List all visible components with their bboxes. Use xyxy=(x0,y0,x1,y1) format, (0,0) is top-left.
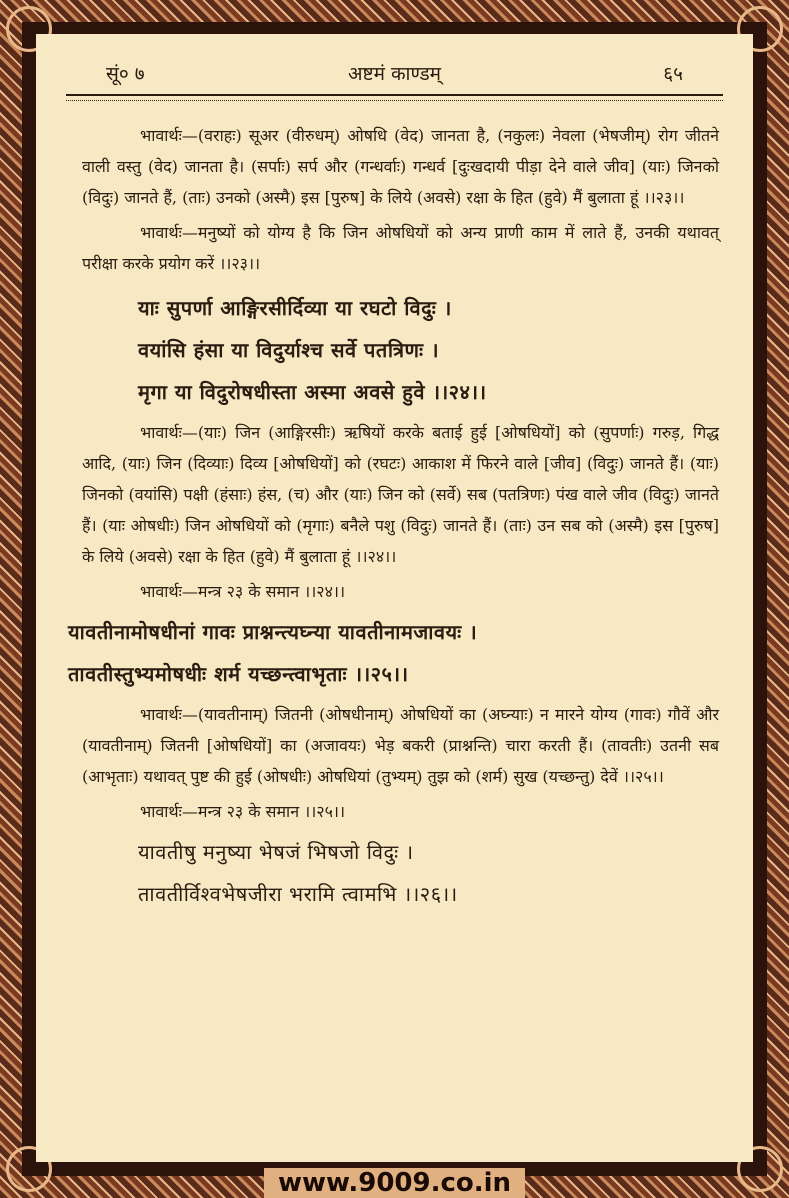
verse-line: मृगा या विदुरोषधीस्ता अस्मा अवसे हुवे ।।२४।। xyxy=(138,380,487,404)
kanda-title: अष्टमं काण्डम् xyxy=(347,63,442,85)
bhavartha-paragraph: भावार्थः—(यावतीनाम्) जितनी (ओषधीनाम्) ओषधियों का (अघ्न्याः) न मारने योग्य (गावः) गौवें और (यावतीनाम्) जितनी [ओषधियों] का (अजावयः) भेड़ बकरी (प्राश्नन्ति) चारा करती हैं। (तावतीः) उतनी सब (आभृताः) यथावत् पुष्ट की हुई (ओषधीः) ओषधियां (तुभ्यम्) तुझ को (शर्म) सुख (यच्छन्तु) देवें ।।२५।। xyxy=(82,705,719,786)
bhavartha-paragraph: भावार्थः—मन्त्र २३ के समान ।।२४।। xyxy=(140,582,346,601)
verse-line: वयांसि हंसा या विदुर्याश्च सर्वे पतत्रिणः । xyxy=(138,338,440,362)
verse-block xyxy=(82,287,719,413)
verse-block xyxy=(82,831,719,915)
page-content xyxy=(68,116,719,915)
footer-watermark xyxy=(0,1168,789,1198)
page-number: ६५ xyxy=(663,63,683,85)
page xyxy=(36,34,753,1162)
site-url: www.9009.co.in xyxy=(264,1168,525,1198)
verse-line: याः सुपर्णा आङ्गिरसीर्दिव्या या रघटो विदुः । xyxy=(138,296,452,320)
verse-block xyxy=(68,611,719,695)
bhavartha-paragraph: भावार्थः—मन्त्र २३ के समान ।।२५।। xyxy=(140,802,346,821)
bhavartha-paragraph: भावार्थः—(वराहः) सूअर (वीरुधम्) ओषधि (वेद) जानता है, (नकुलः) नेवला (भेषजीम्) रोग जीतने वाली वस्तु (वेद) जानता है। (सर्पाः) सर्प और (गन्धर्वाः) गन्धर्व [दुःखदायी पीड़ा देने वाले जीव] (याः) जिनको (विदुः) जानते हैं, (ताः) उनको (अस्मै) इस [पुरुष] के लिये (अवसे) रक्षा के हित (हुवे) मैं बुलाता हूं ।।२३।। xyxy=(82,126,719,207)
bhavartha-paragraph: भावार्थः—(याः) जिन (आङ्गिरसीः) ऋषियों करके बताई हुई [ओषधियों] को (सुपर्णाः) गरुड़, गिद्ध आदि, (याः) जिन (दिव्याः) दिव्य [ओषधियों] को (रघटः) आकाश में फिरने वाले [जीव] (विदुः) जानते हैं। (याः) जिनको (वयांसि) पक्षी (हंसाः) हंस, (च) और (याः) जिन को (सर्वे) सब (पतत्रिणः) पंख वाले जीव (विदुः) जानते हैं। (याः ओषधीः) जिन ओषधियों को (मृगाः) बनैले पशु (विदुः) जानते हैं। (ताः) उन सब को (अस्मै) इस [पुरुष] के लिये (अवसे) रक्षा के हित (हुवे) मैं बुलाता हूं ।।२४।। xyxy=(82,423,719,566)
verse-line: तावतीर्विश्वभेषजीरा भरामि त्वामभि ।।२६।। xyxy=(138,882,458,906)
sukta-number: सूं० ७ xyxy=(106,63,145,85)
page-header xyxy=(66,34,723,94)
verse-line: तावतीस्तुभ्यमोषधीः शर्म यच्छन्त्वाभृताः ।।२५।। xyxy=(68,662,409,686)
verse-line: यावतीनामोषधीनां गावः प्राश्नन्त्यघ्न्या यावतीनामजावयः । xyxy=(68,620,478,644)
header-rule xyxy=(66,94,723,101)
verse-line: यावतीषु मनुष्या भेषजं भिषजो विदुः । xyxy=(138,840,414,864)
bhavartha-paragraph: भावार्थः—मनुष्यों को योग्य है कि जिन ओषधियों को अन्य प्राणी काम में लाते हैं, उनकी यथावत् परीक्षा करके प्रयोग करें ।।२३।। xyxy=(82,223,719,273)
